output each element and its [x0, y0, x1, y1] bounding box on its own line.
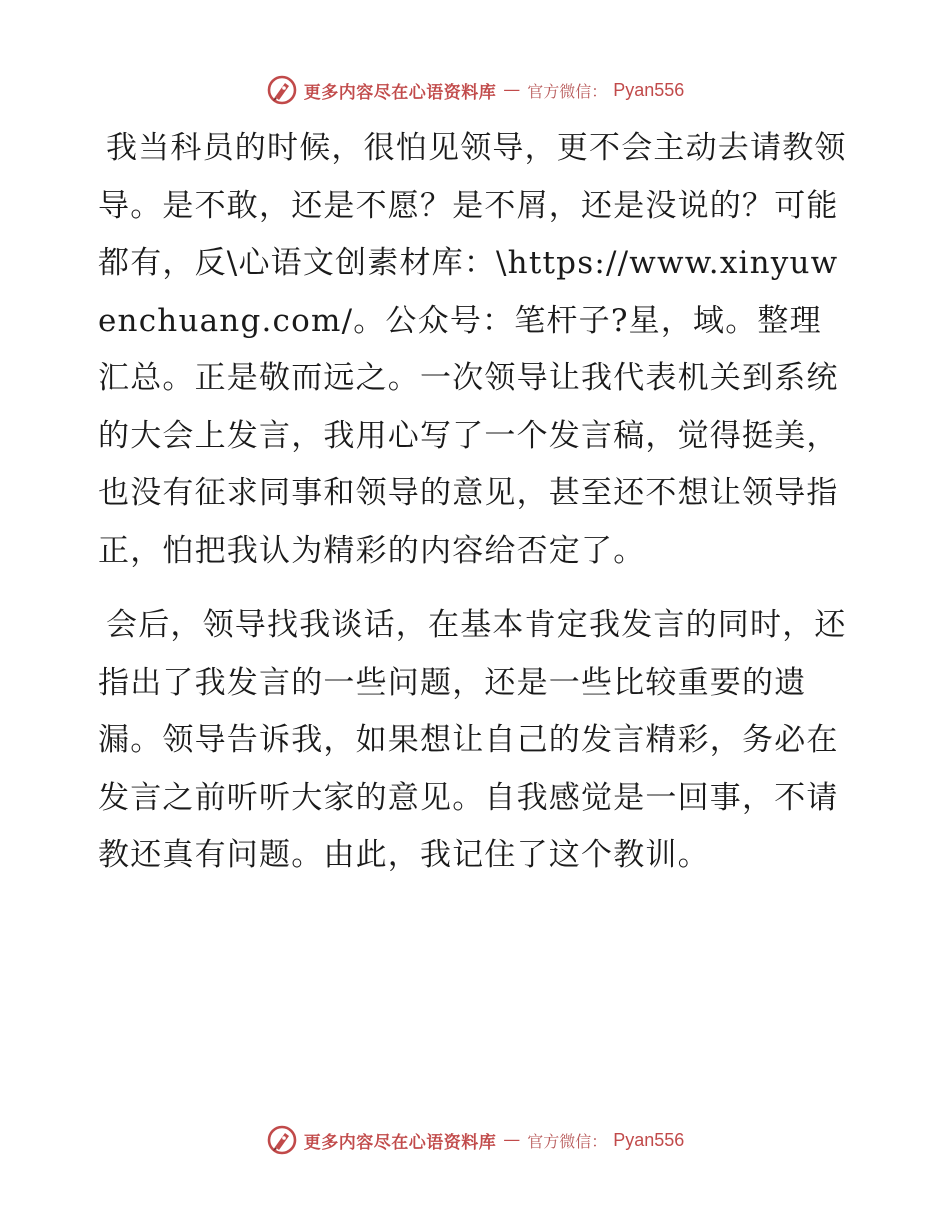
watermark-wechat-label: 官方微信：	[527, 1131, 608, 1151]
header-watermark	[0, 72, 950, 108]
pen-nib-circle-icon	[266, 74, 298, 106]
watermark-wechat-label: 官方微信：	[527, 81, 608, 101]
watermark-dash: —	[503, 1130, 521, 1150]
paragraph-1: 我当科员的时候，很怕见领导，更不会主动去请教领导。是不敢，还是不愿？是不屑，还是没说的？可能都有，反\心语文创素材库：\https://www.xinyuwenchuang.com/。公众号：笔杆子?星，域。整理汇总。正是敬而远之。一次领导让我代表机关到系统的大会上发言，我用心写了一个发言稿，觉得挺美，也没有征求同事和领导的意见，甚至还不想让领导指正，怕把我认为精彩的内容给否定了。	[98, 130, 847, 569]
watermark-wechat-id: Pyan556	[613, 79, 685, 100]
watermark-dash: —	[503, 80, 521, 100]
paragraph-2: 会后，领导找我谈话，在基本肯定我发言的同时，还指出了我发言的一些问题，还是一些比较重要的遗漏。领导告诉我，如果想让自己的发言精彩，务必在发言之前听听大家的意见。自我感觉是一回事，不请教还真有问题。由此，我记住了这个教训。	[98, 607, 847, 873]
document-body	[98, 120, 850, 885]
watermark-text: 更多内容尽在心语资料库	[303, 82, 497, 103]
pen-nib-circle-icon	[266, 1124, 298, 1156]
watermark-wechat-id: Pyan556	[613, 1129, 685, 1150]
watermark-text: 更多内容尽在心语资料库	[303, 1132, 497, 1153]
footer-watermark	[0, 1122, 950, 1158]
